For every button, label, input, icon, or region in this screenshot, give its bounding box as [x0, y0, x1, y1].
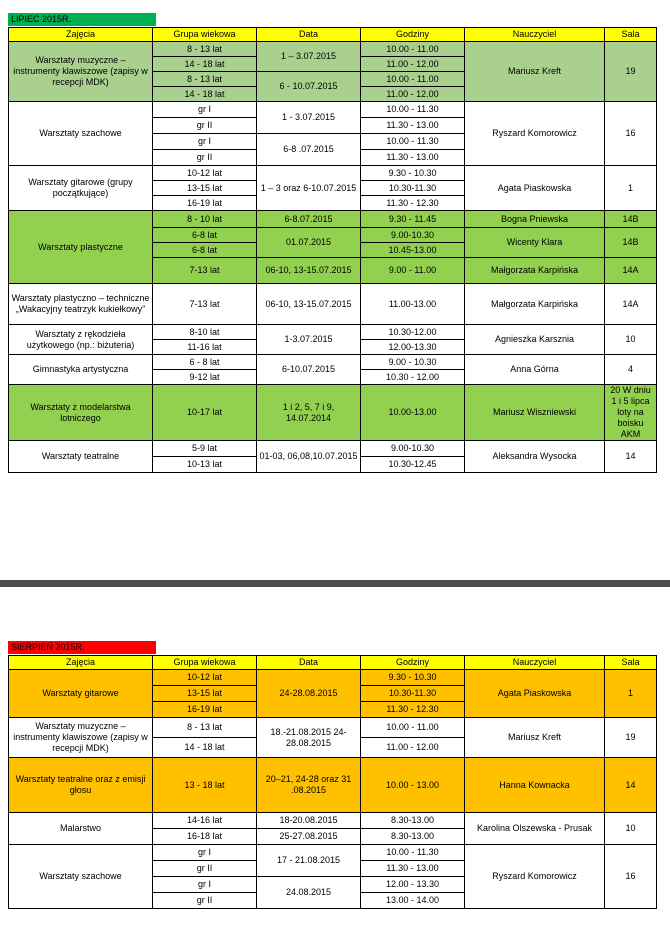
date: 6 - 10.07.2015	[257, 72, 361, 102]
date: 06-10, 13-15.07.2015	[257, 284, 361, 325]
teacher: Małgorzata Karpińska	[465, 258, 605, 284]
teacher: Wicenty Klara	[465, 228, 605, 258]
date: 17 - 21.08.2015	[257, 845, 361, 877]
room: 20 W dniu 1 i 5 lipca loty na boisku AKM	[605, 385, 657, 441]
header-nauczyciel: Nauczyciel	[465, 28, 605, 42]
table-row	[9, 758, 657, 813]
date: 20–21, 24-28 oraz 31 .08.2015	[257, 758, 361, 813]
age-group: 11-16 lat	[153, 340, 257, 355]
date: 06-10, 13-15.07.2015	[257, 258, 361, 284]
hours: 9.30 - 10.30	[361, 166, 465, 181]
teacher: Mariusz Kreft	[465, 718, 605, 758]
teacher: Karolina Olszewska - Prusak	[465, 813, 605, 845]
age-group: 10-17 lat	[153, 385, 257, 441]
age-group: 10-12 lat	[153, 166, 257, 181]
date: 6-8.07.2015	[257, 211, 361, 228]
age-group: 14 - 18 lat	[153, 57, 257, 72]
hours: 9.00-10.30	[361, 228, 465, 243]
room: 1	[605, 166, 657, 211]
date: 6-8 .07.2015	[257, 134, 361, 166]
teacher: Anna Górna	[465, 355, 605, 385]
activity-name: Warsztaty muzyczne – instrumenty klawiszowe (zapisy w recepcji MDK)	[9, 718, 153, 758]
header-godziny: Godziny	[361, 28, 465, 42]
table-row	[9, 670, 657, 686]
teacher: Ryszard Komorowicz	[465, 102, 605, 166]
age-group: 10-12 lat	[153, 670, 257, 686]
age-group: 9-12 lat	[153, 370, 257, 385]
age-group: 8-10 lat	[153, 325, 257, 340]
header-zajecia: Zajęcia	[9, 28, 153, 42]
hours: 11.00-13.00	[361, 284, 465, 325]
hours: 10.30-12.00	[361, 325, 465, 340]
age-group: 8 - 13 lat	[153, 718, 257, 738]
teacher: Mariusz Kreft	[465, 42, 605, 102]
date: 01.07.2015	[257, 228, 361, 258]
table-row	[9, 42, 657, 57]
age-group: gr II	[153, 861, 257, 877]
age-group: 8 - 13 lat	[153, 42, 257, 57]
room: 19	[605, 42, 657, 102]
header-grupa: Grupa wiekowa	[153, 656, 257, 670]
table-row	[9, 284, 657, 325]
hours: 10.30 - 12.00	[361, 370, 465, 385]
teacher: Ryszard Komorowicz	[465, 845, 605, 909]
teacher: Agata Piaskowska	[465, 166, 605, 211]
age-group: 16-19 lat	[153, 702, 257, 718]
room: 14	[605, 758, 657, 813]
hours: 10.00 - 11.00	[361, 718, 465, 738]
age-group: 6-8 lat	[153, 243, 257, 258]
age-group: gr II	[153, 118, 257, 134]
header-data: Data	[257, 28, 361, 42]
table-header-row	[9, 656, 657, 670]
room: 16	[605, 102, 657, 166]
teacher: Mariusz Wiszniewski	[465, 385, 605, 441]
room: 10	[605, 325, 657, 355]
age-group: gr I	[153, 877, 257, 893]
room: 14	[605, 441, 657, 473]
hours: 11.00 - 12.00	[361, 57, 465, 72]
age-group: 13-15 lat	[153, 686, 257, 702]
date: 1 – 3.07.2015	[257, 42, 361, 72]
age-group: 13 - 18 lat	[153, 758, 257, 813]
age-group: 10-13 lat	[153, 457, 257, 473]
activity-name: Gimnastyka artystyczna	[9, 355, 153, 385]
table-row	[9, 102, 657, 118]
age-group: gr II	[153, 893, 257, 909]
header-data: Data	[257, 656, 361, 670]
room: 10	[605, 813, 657, 845]
hours: 10.00 - 11.30	[361, 134, 465, 150]
age-group: 16-19 lat	[153, 196, 257, 211]
header-grupa: Grupa wiekowa	[153, 28, 257, 42]
age-group: 6 - 8 lat	[153, 355, 257, 370]
table-row	[9, 325, 657, 340]
hours: 10.00 - 13.00	[361, 758, 465, 813]
age-group: 8 - 10 lat	[153, 211, 257, 228]
activity-name: Warsztaty szachowe	[9, 845, 153, 909]
age-group: gr I	[153, 845, 257, 861]
july-schedule-table	[8, 27, 657, 473]
date: 01-03, 06,08,10.07.2015	[257, 441, 361, 473]
hours: 10.00 - 11.00	[361, 42, 465, 57]
activity-name: Warsztaty teatralne	[9, 441, 153, 473]
activity-name: Warsztaty gitarowe	[9, 670, 153, 718]
header-godziny: Godziny	[361, 656, 465, 670]
hours: 10.30-11.30	[361, 181, 465, 196]
july-title: LIPIEC 2015R.	[8, 13, 156, 26]
table-row	[9, 166, 657, 181]
room: 19	[605, 718, 657, 758]
august-title: SIERPIEŃ 2015R.	[8, 641, 156, 654]
table-row	[9, 355, 657, 370]
hours: 11.00 - 12.00	[361, 87, 465, 102]
room: 4	[605, 355, 657, 385]
teacher: Aleksandra Wysocka	[465, 441, 605, 473]
hours: 10.00-13.00	[361, 385, 465, 441]
room: 14B	[605, 228, 657, 258]
hours: 8.30-13.00	[361, 813, 465, 829]
table-row	[9, 718, 657, 738]
age-group: gr I	[153, 102, 257, 118]
hours: 11.30 - 12.30	[361, 702, 465, 718]
hours: 11.30 - 13.00	[361, 150, 465, 166]
room: 14B	[605, 211, 657, 228]
age-group: 14-16 lat	[153, 813, 257, 829]
hours: 11.00 - 12.00	[361, 738, 465, 758]
hours: 11.30 - 12.30	[361, 196, 465, 211]
section-divider	[0, 580, 670, 587]
teacher: Agata Piaskowska	[465, 670, 605, 718]
activity-name: Warsztaty szachowe	[9, 102, 153, 166]
hours: 11.30 - 13.00	[361, 118, 465, 134]
table-row	[9, 813, 657, 829]
hours: 12.00 - 13.30	[361, 877, 465, 893]
table-row	[9, 845, 657, 861]
activity-name: Warsztaty plastyczne	[9, 211, 153, 284]
age-group: 14 - 18 lat	[153, 87, 257, 102]
hours: 12.00-13.30	[361, 340, 465, 355]
age-group: 13-15 lat	[153, 181, 257, 196]
age-group: 8 - 13 lat	[153, 72, 257, 87]
activity-name: Warsztaty gitarowe (grupy początkujące)	[9, 166, 153, 211]
header-sala: Sala	[605, 656, 657, 670]
hours: 10.45-13.00	[361, 243, 465, 258]
hours: 9.00 - 10.30	[361, 355, 465, 370]
teacher: Agnieszka Karsznia	[465, 325, 605, 355]
date: 18-20.08.2015	[257, 813, 361, 829]
hours: 10.00 - 11.00	[361, 72, 465, 87]
activity-name: Warsztaty z modelarstwa lotniczego	[9, 385, 153, 441]
date: 1 – 3 oraz 6-10.07.2015	[257, 166, 361, 211]
table-row	[9, 385, 657, 441]
room: 14A	[605, 258, 657, 284]
table-header-row	[9, 28, 657, 42]
activity-name: Warsztaty muzyczne – instrumenty klawiszowe (zapisy w recepcji MDK)	[9, 42, 153, 102]
date: 18.-21.08.2015 24-28.08.2015	[257, 718, 361, 758]
activity-name: Warsztaty plastyczno – techniczne „Wakacyjny teatrzyk kukiełkowy”	[9, 284, 153, 325]
room: 1	[605, 670, 657, 718]
hours: 10.00 - 11.30	[361, 845, 465, 861]
age-group: gr II	[153, 150, 257, 166]
header-nauczyciel: Nauczyciel	[465, 656, 605, 670]
activity-name: Warsztaty teatralne oraz z emisji głosu	[9, 758, 153, 813]
date: 1-3.07.2015	[257, 325, 361, 355]
age-group: 7-13 lat	[153, 258, 257, 284]
date: 25-27.08.2015	[257, 829, 361, 845]
hours: 9.00-10.30	[361, 441, 465, 457]
teacher: Hanna Kownacka	[465, 758, 605, 813]
hours: 9.00 - 11.00	[361, 258, 465, 284]
room: 16	[605, 845, 657, 909]
date: 24-28.08.2015	[257, 670, 361, 718]
age-group: 6-8 lat	[153, 228, 257, 243]
activity-name: Warsztaty z rękodzieła użytkowego (np.: biżuteria)	[9, 325, 153, 355]
hours: 10.30-11.30	[361, 686, 465, 702]
date: 1 i 2, 5, 7 i 9, 14.07.2014	[257, 385, 361, 441]
hours: 10.30-12.45	[361, 457, 465, 473]
teacher: Małgorzata Karpińska	[465, 284, 605, 325]
hours: 10.00 - 11.30	[361, 102, 465, 118]
table-row	[9, 441, 657, 457]
age-group: 5-9 lat	[153, 441, 257, 457]
hours: 9.30 - 11.45	[361, 211, 465, 228]
august-schedule-table	[8, 655, 657, 909]
age-group: 16-18 lat	[153, 829, 257, 845]
hours: 9.30 - 10.30	[361, 670, 465, 686]
date: 24.08.2015	[257, 877, 361, 909]
age-group: 14 - 18 lat	[153, 738, 257, 758]
age-group: gr I	[153, 134, 257, 150]
teacher: Bogna Pniewska	[465, 211, 605, 228]
header-sala: Sala	[605, 28, 657, 42]
date: 6-10.07.2015	[257, 355, 361, 385]
age-group: 7-13 lat	[153, 284, 257, 325]
date: 1 - 3.07.2015	[257, 102, 361, 134]
room: 14A	[605, 284, 657, 325]
header-zajecia: Zajęcia	[9, 656, 153, 670]
activity-name: Malarstwo	[9, 813, 153, 845]
hours: 11.30 - 13.00	[361, 861, 465, 877]
table-row	[9, 211, 657, 228]
hours: 13.00 - 14.00	[361, 893, 465, 909]
hours: 8.30-13.00	[361, 829, 465, 845]
